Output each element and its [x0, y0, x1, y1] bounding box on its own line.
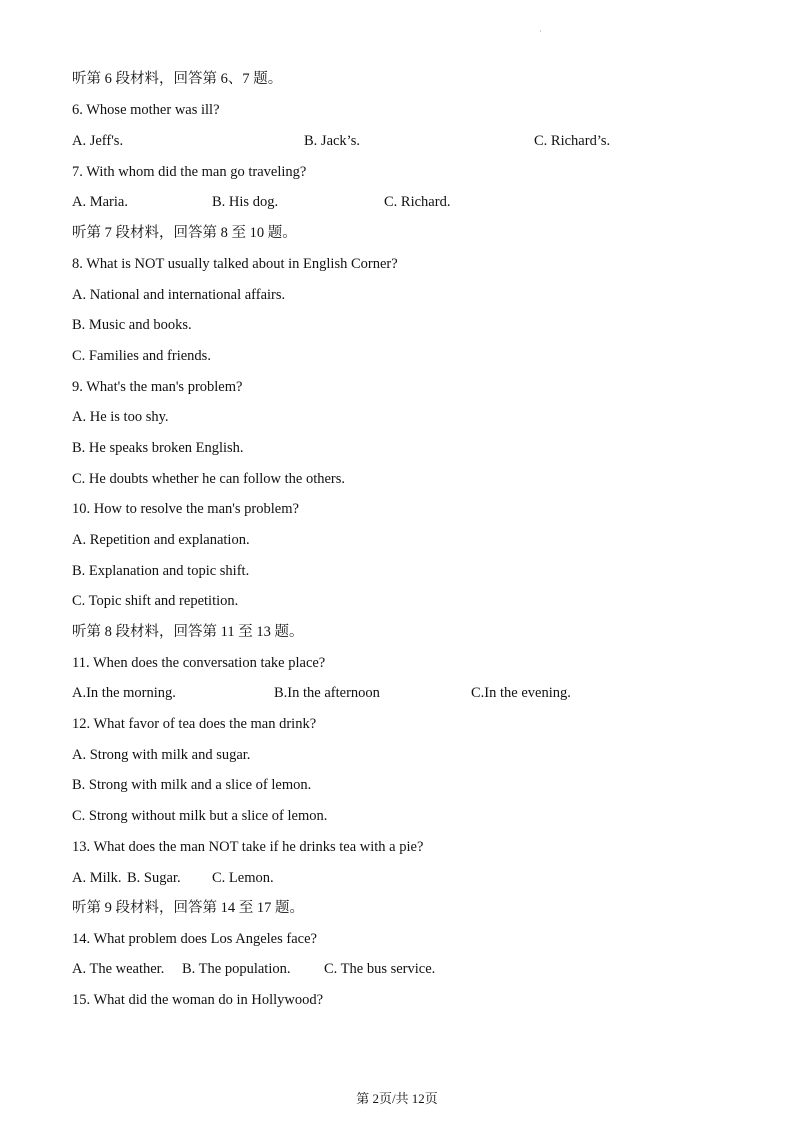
option-c: C. Strong without milk but a slice of lemon. [72, 808, 328, 824]
question-7: 7. With whom did the man go traveling? [72, 164, 307, 180]
option-a: A. The weather. [72, 961, 165, 977]
page-number-footer: 第 2页/共 12页 [356, 1091, 438, 1106]
question-12: 12. What favor of tea does the man drink? [72, 716, 317, 732]
option-c: C.In the evening. [471, 685, 571, 701]
option-a: A.In the morning. [72, 685, 176, 701]
option-c: C. Families and friends. [72, 348, 211, 364]
option-a: A. Maria. [72, 194, 128, 210]
option-c: C. Lemon. [212, 870, 274, 886]
question-15: 15. What did the woman do in Hollywood? [72, 992, 324, 1008]
option-b: B. Explanation and topic shift. [72, 563, 250, 579]
option-a: A. Repetition and explanation. [72, 532, 250, 548]
question-13: 13. What does the man NOT take if he drinks tea with a pie? [72, 839, 424, 855]
question-14: 14. What problem does Los Angeles face? [72, 931, 317, 947]
option-b: B. Music and books. [72, 317, 192, 333]
question-6: 6. Whose mother was ill? [72, 102, 220, 118]
section-heading: 听第 8 段材料，回答第 11 至 13 题。 [72, 624, 304, 640]
option-c: C. Richard. [384, 194, 451, 210]
section-heading: 听第 9 段材料，回答第 14 至 17 题。 [72, 900, 304, 916]
option-b: B. Jack’s. [304, 133, 360, 149]
option-b: B. His dog. [212, 194, 279, 210]
option-b: B.In the afternoon [274, 685, 380, 701]
question-10: 10. How to resolve the man's problem? [72, 501, 299, 517]
option-c: C. Topic shift and repetition. [72, 593, 239, 609]
option-b: B. The population. [182, 961, 291, 977]
option-b: B. Sugar. [127, 870, 181, 886]
option-a: A. Jeff's. [72, 133, 124, 149]
option-c: C. The bus service. [324, 961, 436, 977]
section-heading: 听第 7 段材料，回答第 8 至 10 题。 [72, 225, 297, 241]
section-heading: 听第 6 段材料，回答第 6、7 题。 [72, 71, 283, 87]
option-a: A. He is too shy. [72, 409, 169, 425]
option-b: B. Strong with milk and a slice of lemon. [72, 777, 312, 793]
question-11: 11. When does the conversation take place? [72, 655, 326, 671]
option-b: B. He speaks broken English. [72, 440, 244, 456]
question-8: 8. What is NOT usually talked about in English Corner? [72, 256, 398, 272]
option-a: A. Milk. [72, 870, 122, 886]
scan-mark: · [539, 27, 542, 36]
option-c: C. He doubts whether he can follow the others. [72, 471, 346, 487]
question-9: 9. What's the man's problem? [72, 379, 243, 395]
option-c: C. Richard’s. [534, 133, 611, 149]
option-a: A. National and international affairs. [72, 287, 286, 303]
option-a: A. Strong with milk and sugar. [72, 747, 251, 763]
